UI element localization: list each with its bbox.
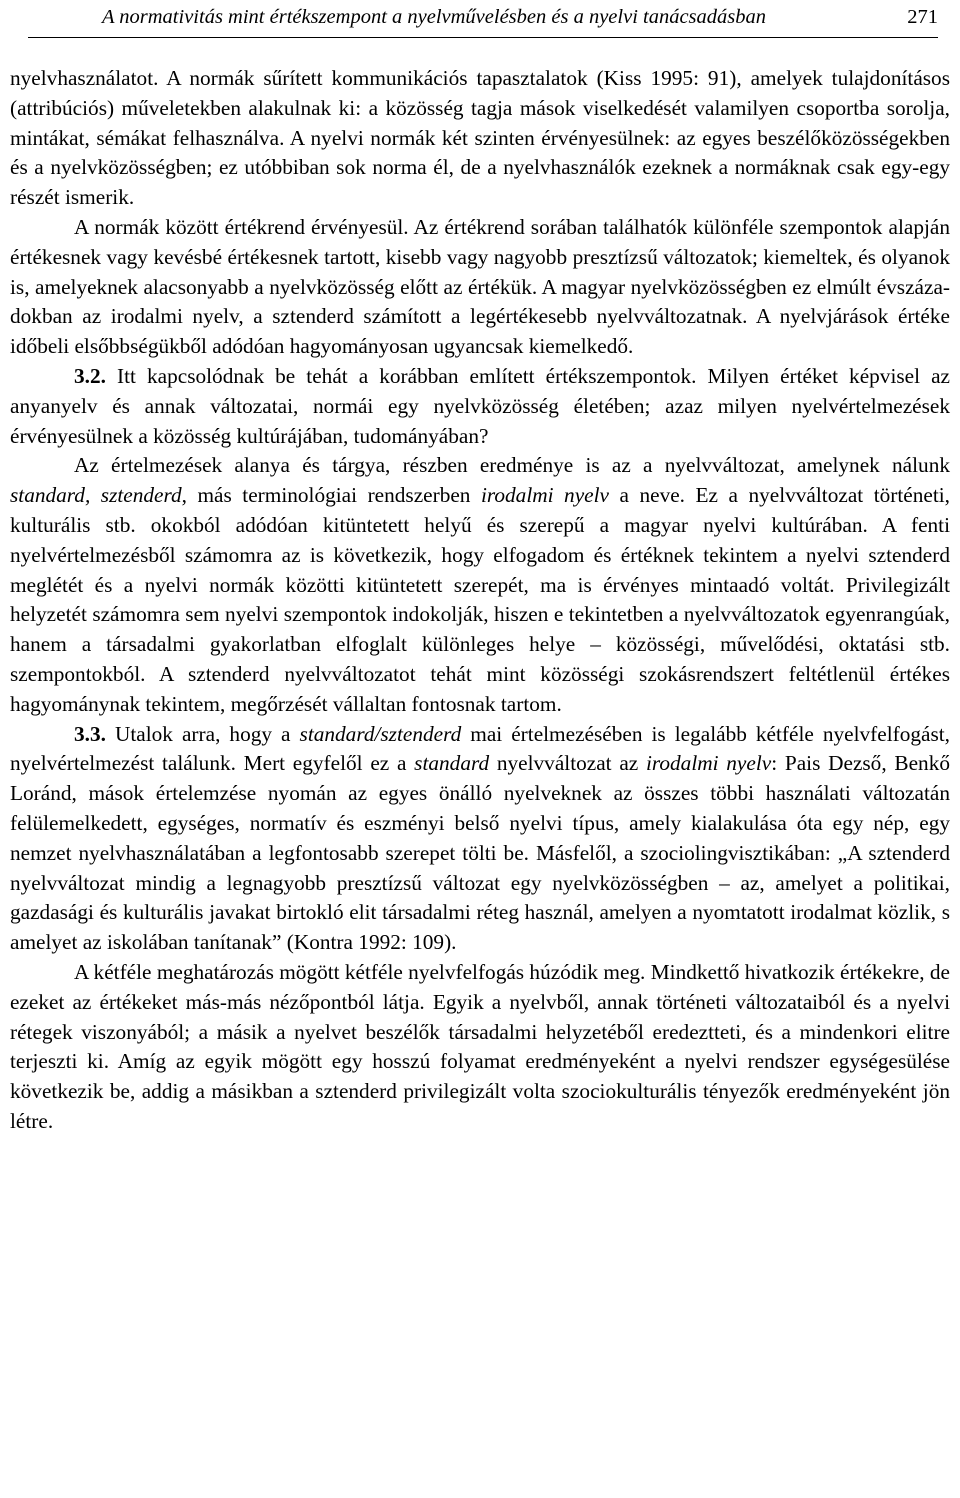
paragraph [10, 720, 950, 958]
running-header [28, 0, 938, 38]
paragraph [10, 64, 950, 213]
paragraph [10, 362, 950, 451]
italic-term: standard [414, 751, 490, 776]
text-run: , más terminológiai rendszerben [181, 483, 481, 508]
paragraph [10, 958, 950, 1137]
paragraph [10, 451, 950, 719]
italic-term: standard/sztenderd [299, 721, 462, 746]
italic-term: irodalmi nyelv [480, 483, 609, 508]
text-run: Itt kapcsolódnak be tehát a korábban említett értékszempontok. Milyen értéket képvisel az anyanyelv és annak változatai, normái egy nyelvközösség életében; azaz milyen nyelvértelmezések érvényesülnek a közösség kultúrájában, tudományában? [10, 363, 950, 448]
running-title: A normativitás mint értékszempont a nyelvművelésben és a nyelvi tanácsadásban [102, 6, 767, 28]
text-run: mai értelmezésében is legalább kétféle nyelvfelfogást, nyelvértelmezést találunk. Mert egyfelől ez a [10, 721, 951, 776]
text-run: : Pais Dezső, Benkő Loránd, mások értelemzése nyomán az egyes önálló nyelveknek az összes többi használati változatán felülemelkedett, egységes, normatív és eszményi belső nyelvi típus, amely kialakulása óta egy nép, egy nemzet nyelvhasználatában a legfontosabb szerepet tölti be. Másfelől, a szociolingvisztikában: „A sztenderd nyelvváltozat mindig a legnagyobb presztízsű változat egy nyelvközösségben – az, amelyet a politikai, gazdasági és kulturális javakat birtokló elit társadalmi réteg használ, amelyen a nyomtatott irodalmat közlik, s amelyet az iskolában tanítanak” (Kontra 1992: 109). [10, 751, 950, 955]
section-number: 3.3. [74, 721, 106, 746]
page-number: 271 [907, 6, 938, 28]
italic-term: standard, sztenderd [10, 483, 182, 508]
body-text [10, 64, 950, 1137]
text-run: Az értelmezések alanya és tárgya, részben eredménye is az a nyelvváltozat, amelynek nálunk [74, 453, 950, 478]
text-run: a neve. Ez a nyelvváltozat történeti, kulturális stb. okokból adódóan kitüntetett helyű és szerepű a magyar nyelvi kultúrában. A fenti nyelvértelmezésből számomra az is következik, hogy elfogadom és értéknek tekintem a nyelvi sztenderd meglétét és a nyelvi normák közötti kitüntetett szerepét, ma is érvényes mintaadó voltát. Privilegizált helyzetét számomra sem nyelvi szempontok indokolják, hiszen e tekintetben a nyelvváltozatok egyenrangúak, hanem a társadalmi gyakorlatban elfoglalt különleges helye – közösségi, művelődési, oktatási stb. szempontokból. A sztenderd nyelvváltozatot tehát mint közösségi szokásrendszert feltétlenül értékes hagyománynak tekintem, megőrzését vállaltan fontosnak tartom. [10, 483, 950, 716]
text-run: Utalok arra, hogy a [105, 721, 300, 746]
text-run: A kétféle meghatározás mögött kétféle nyelvfelfogás húzódik meg. Mindkettő hivatkozik értékekre, de ezeket az értékeket más-más nézőpontból látja. Egyik a nyelvből, annak történeti változataiból és a nyelvi rétegek viszonyából; a másik a nyelvet beszélők társadalmi helyzetéből eredeztteti, és a mindenkori elitre terjeszti ki. Amíg az egyik mögött egy hosszú folyamat eredményeként a nyelvi rendszer egységesülése következik be, addig a másikban a sztenderd privilegizált volta szociokulturális tényezők eredményeként jön létre. [10, 959, 950, 1133]
paragraph [10, 213, 950, 362]
section-number: 3.2. [74, 363, 106, 388]
text-run: A normák között értékrend érvényesül. Az értékrend sorában találhatók különféle szempontok alapján értékesnek vagy kevésbé értékesnek tartott, kisebb vagy nagyobb presztízsű változatok; kiemeltek, és olyanok is, amelyeknek alacsonyabb a nyelvközösség előtt az értékük. A magyar nyelvközösségben ez elmúlt évszázadokban az irodalmi nyelv, a sztenderd számított a legértékesebb nyelvváltozatnak. A nyelvjárások értéke időbeli elsőbbségükből adódóan hagyományosan ugyancsak kiemelkedő. [10, 214, 950, 359]
text-run: nyelvhasználatot. A normák sűrített kommunikációs tapasztalatok (Kiss 1995: 91), amelyek tulajdonításos (attribúciós) műveletekben alakulnak ki: a közösség tagja mások viselkedését valamilyen csoportba sorolja, mintákat, sémákat felhasználva. A nyelvi normák két szinten érvényesülnek: az egyes beszélőközösségekben és a nyelvközösségben; ez utóbbiban sok norma él, de a nyelvhasználók ezeknek a normáknak csak egy-egy részét ismerik. [10, 66, 950, 210]
text-run: nyelvváltozat az [489, 751, 646, 776]
italic-term: irodalmi nyelv [645, 751, 772, 776]
